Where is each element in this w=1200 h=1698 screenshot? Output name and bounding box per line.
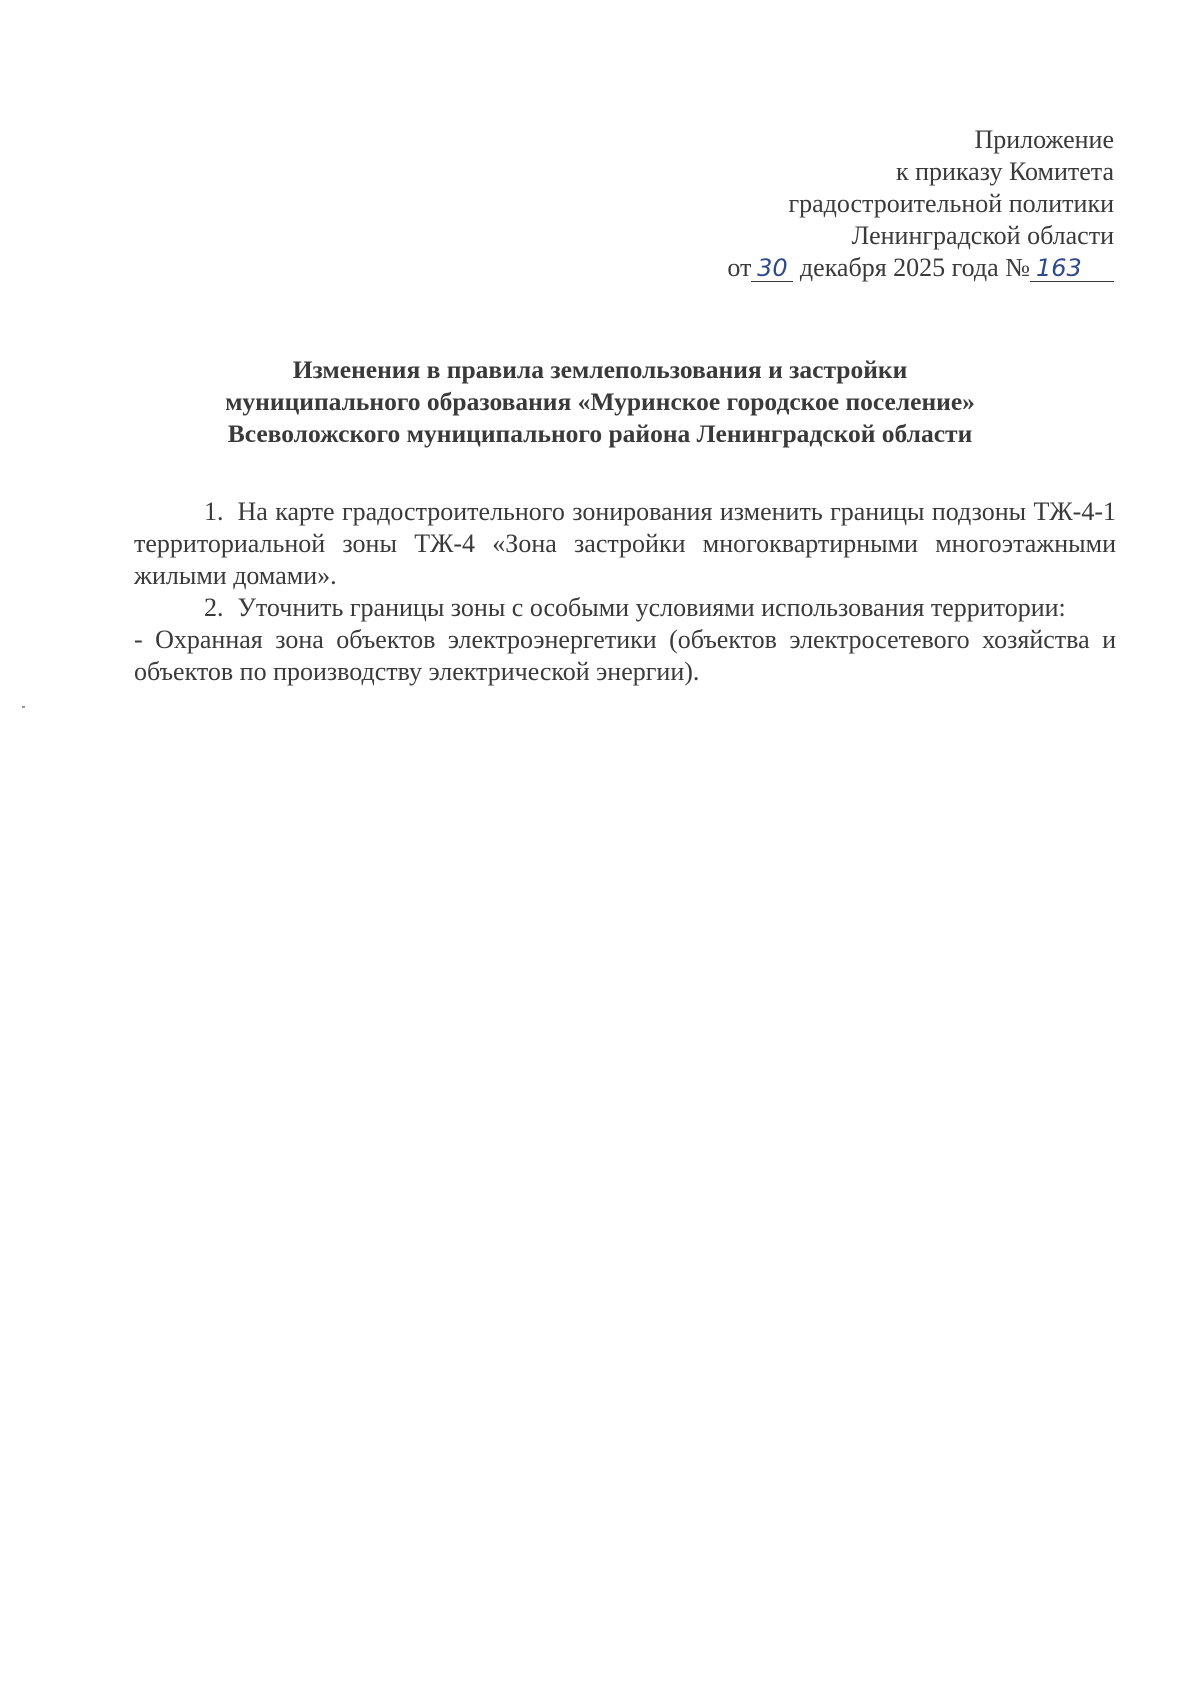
order-number-handwritten: 163 (1036, 254, 1082, 282)
list-item-2-text: Уточнить границы зоны с особыми условиями использования территории: (237, 593, 1066, 622)
scan-artifact (22, 706, 25, 708)
title-line-1: Изменения в правила землепользования и застройки (292, 355, 908, 384)
document-body (134, 496, 1116, 688)
list-item-1 (134, 496, 1116, 592)
title-line-2: муниципального образования «Муринское городское поселение» (225, 387, 975, 416)
date-day-field (751, 255, 793, 282)
list-item-2-number: 2. (204, 593, 224, 622)
bullet-item: - Охранная зона объектов электроэнергетики (объектов электросетевого хозяйства и объектов по производству электрической энергии). (134, 625, 1116, 686)
appendix-region: Ленинградской области (851, 221, 1114, 250)
appendix-date-line (594, 252, 1114, 284)
title-line-3: Всеволожского муниципального района Ленинградской области (227, 419, 973, 448)
appendix-order-ref: к приказу Комитета (895, 157, 1114, 186)
document-title (120, 354, 1080, 450)
list-item-2 (134, 592, 1116, 624)
appendix-header (594, 124, 1114, 284)
list-item-1-text: На карте градостроительного зонирования изменить границы подзоны ТЖ-4-1 территориальной зоны ТЖ-4 «Зона застройки многоквартирными многоэтажными жилыми домами». (134, 497, 1116, 590)
appendix-committee: градостроительной политики (788, 189, 1114, 218)
appendix-label: Приложение (974, 125, 1114, 154)
date-prefix: от (727, 253, 752, 282)
date-day-handwritten: 30 (757, 254, 788, 282)
list-item-1-number: 1. (204, 497, 224, 526)
date-middle: декабря 2025 года № (799, 253, 1030, 282)
order-number-field (1030, 255, 1114, 282)
